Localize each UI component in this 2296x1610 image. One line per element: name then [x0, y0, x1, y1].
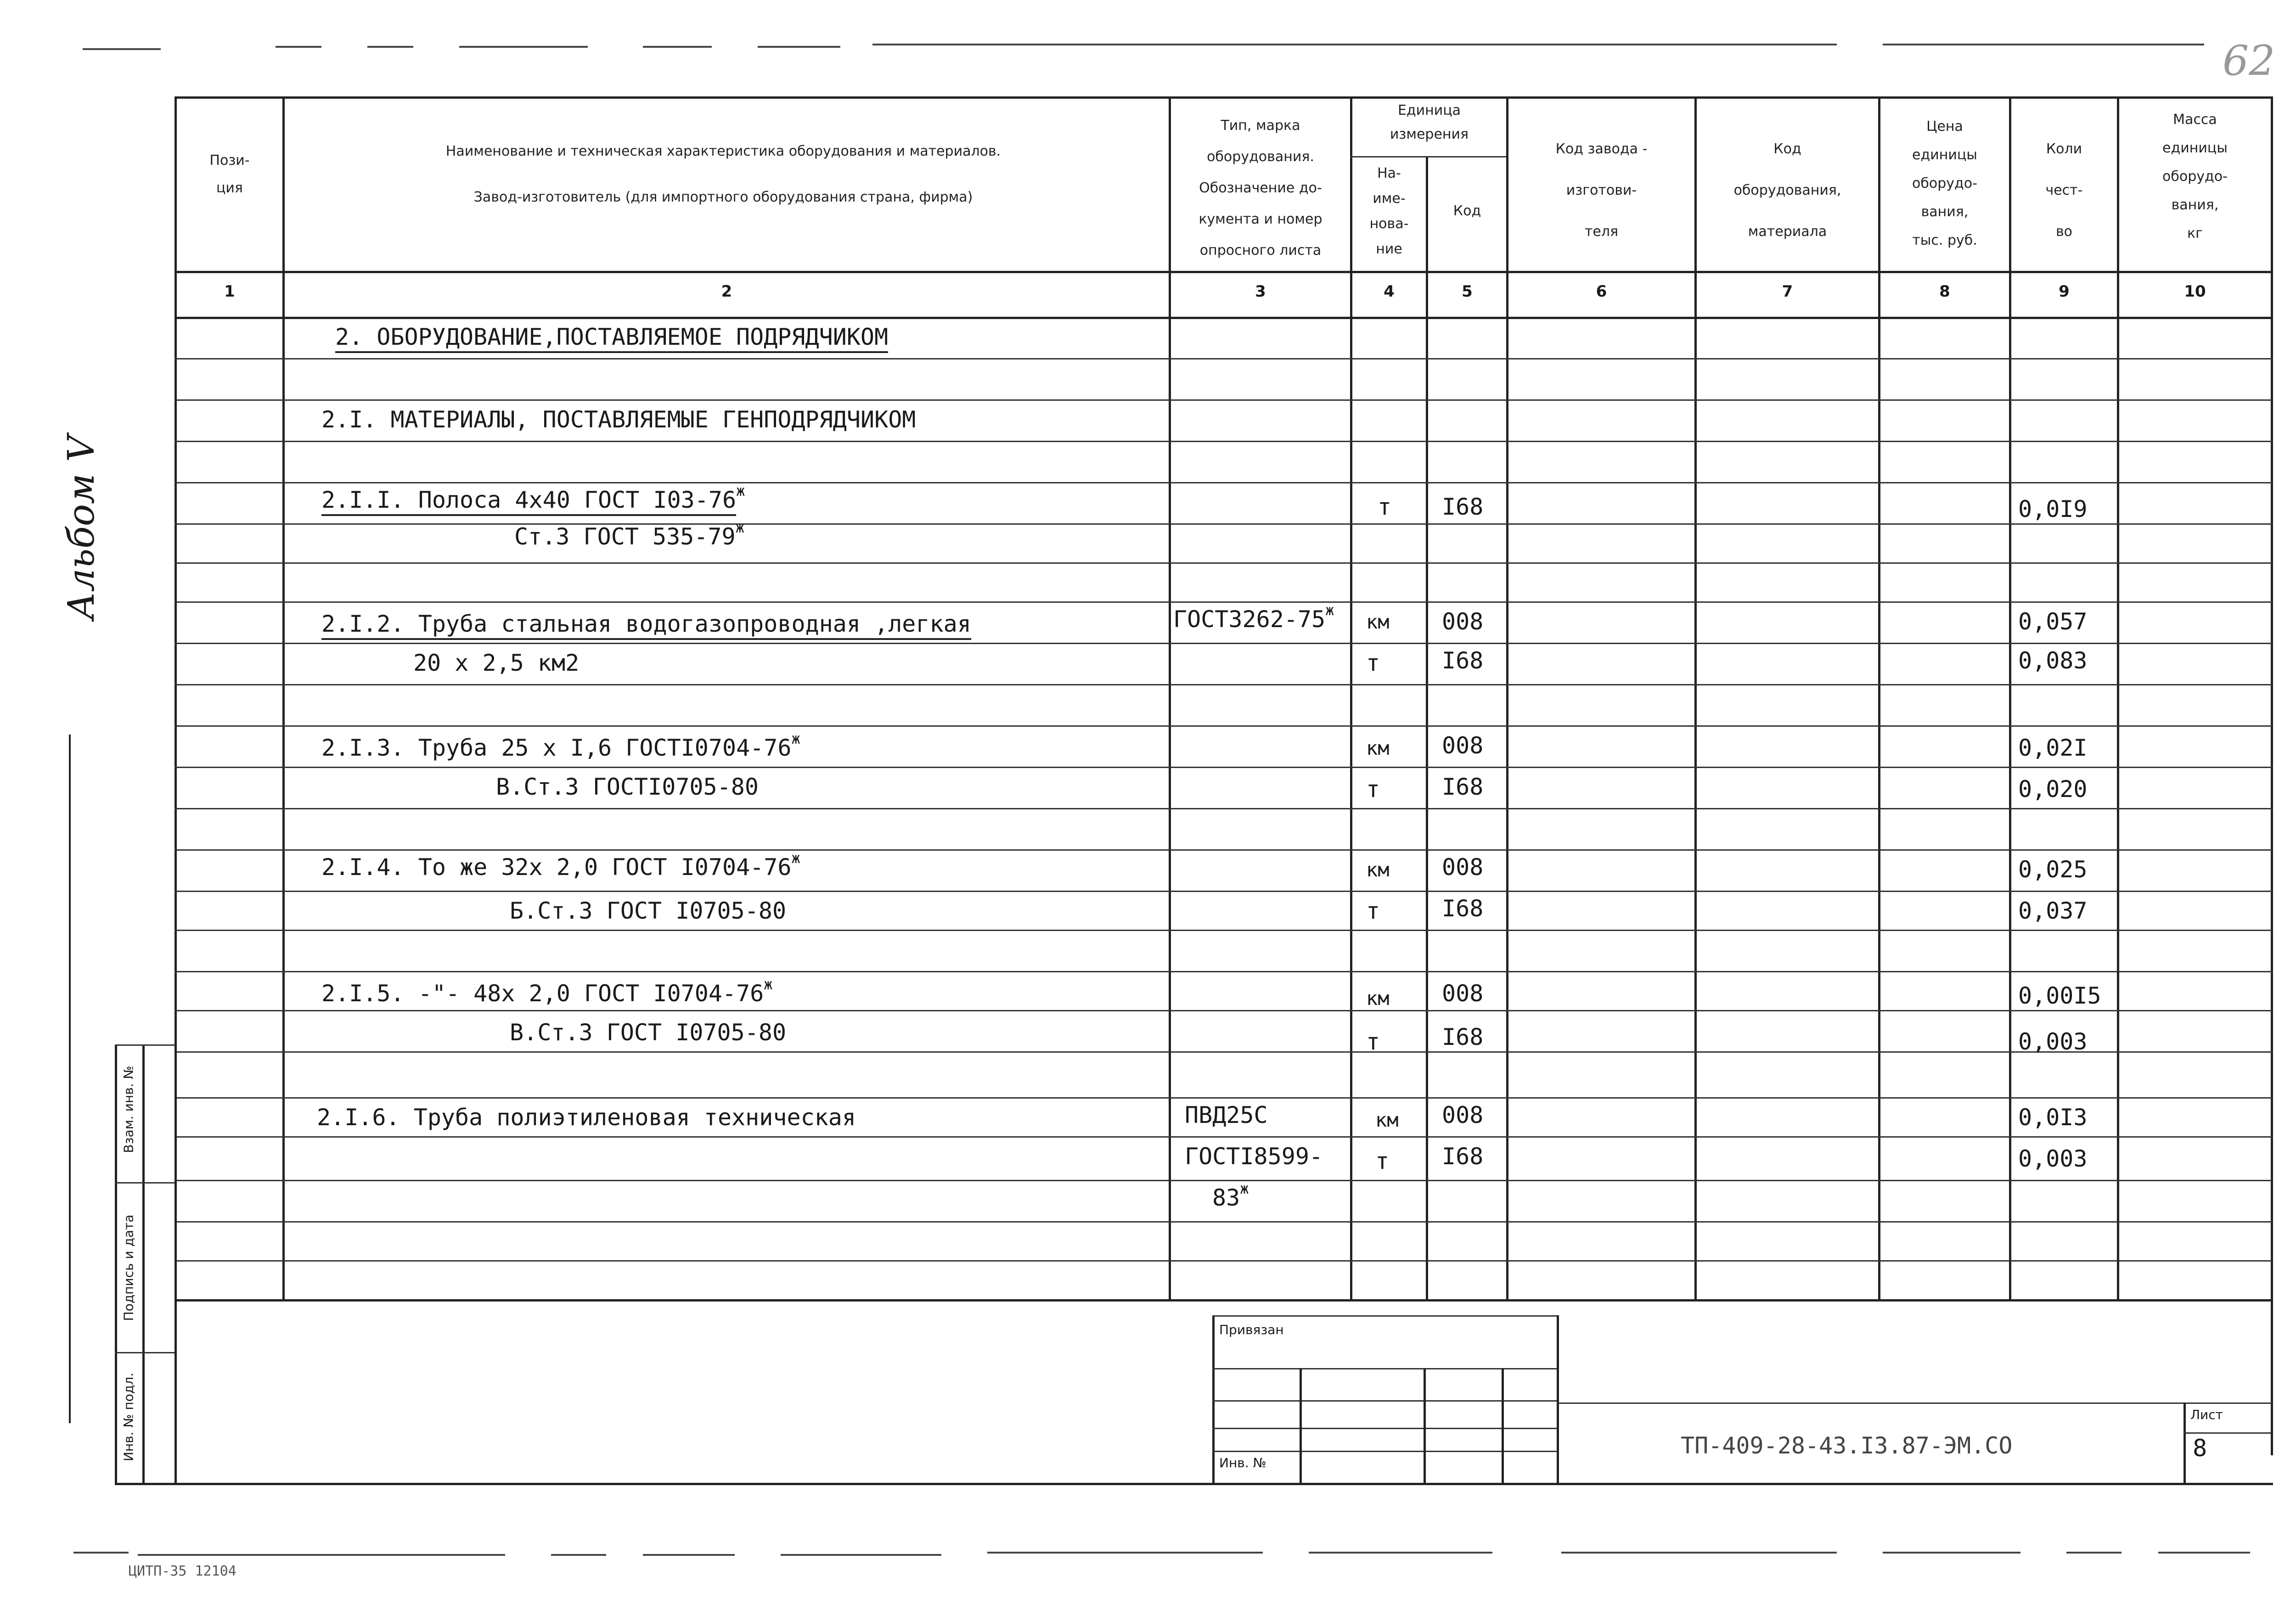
stamp-inv: Инв. №	[1219, 1455, 1266, 1470]
header-unit-code: Код	[1453, 203, 1481, 219]
col-number: 1	[224, 282, 235, 301]
doc-ref: $ГОСТ3262-75^ж$	[1173, 601, 1334, 633]
unit: т	[1366, 650, 1380, 676]
quantity: 0,0I3	[2018, 1104, 2088, 1131]
page-number: 62	[2223, 37, 2275, 85]
unit-code: 008	[1442, 608, 1484, 635]
stamp-privyazan: Привязан	[1219, 1322, 1284, 1337]
item-material: Б.Ст.3 ГОСТ I0705-80	[510, 898, 787, 924]
header-type: Тип, марка оборудования. Обозначение до- кумента и номер опросного листа	[1199, 118, 1322, 258]
col-number: 3	[1255, 282, 1266, 301]
item-name: 2.I.3. Труба 25 х I,6 $ГОСТI0704-76^ж$	[321, 730, 800, 761]
item-material: В.Ст.3 ГОСТI0705-80	[496, 774, 759, 800]
unit: км	[1375, 1109, 1399, 1131]
item-name: 2.I.4. То же 32х 2,0 ГОСТ $I0704-76^ж$	[321, 849, 800, 881]
unit-code: I68	[1442, 494, 1484, 520]
quantity: 0,083	[2018, 647, 2088, 674]
item-name: 2.I.5. -"- 48х 2,0 ГОСТ $I0704-76^ж$	[321, 976, 773, 1007]
quantity: 0,020	[2018, 776, 2088, 802]
col-number: 7	[1782, 282, 1793, 301]
col-number: 9	[2059, 282, 2070, 301]
side-label-vzam: Взам. инв. №	[121, 1066, 136, 1153]
doc-ref: ГОСТI8599-	[1185, 1143, 1323, 1170]
header-factory-code: Код завода - изготови- теля	[1555, 141, 1648, 240]
sheet-label: Лист	[2190, 1407, 2223, 1422]
quantity: 0,02I	[2018, 735, 2088, 761]
unit-code: I68	[1442, 647, 1484, 674]
quantity: 0,0I9	[2018, 496, 2088, 522]
item-name: 2.I.I. Полоса 4х40 ГОСТ $I03-76^ж$	[321, 487, 745, 513]
unit: т	[1375, 1148, 1390, 1174]
col-number: 2	[721, 282, 732, 301]
album-label: Альбом V	[60, 435, 102, 620]
unit-code: 008	[1442, 854, 1484, 881]
unit: км	[1366, 987, 1390, 1010]
header-unit-group: Единица измерения	[1390, 102, 1469, 142]
section-title: 2. ОБОРУДОВАНИЕ,ПОСТАВЛЯЕМОЕ ПОДРЯДЧИКОМ	[335, 324, 888, 350]
item-material: Ст.3 ГОСТ $535-79^ж$	[514, 519, 744, 550]
document-code: ТП-409-28-43.I3.87-ЭМ.СО	[1681, 1432, 2013, 1459]
unit-code: I68	[1442, 895, 1484, 922]
unit: км	[1366, 737, 1390, 759]
col-number: 8	[1939, 282, 1950, 301]
header-equipment-code: Код оборудования, материала	[1733, 141, 1841, 240]
unit-code: 008	[1442, 1102, 1484, 1128]
col-number: 4	[1384, 282, 1395, 301]
unit-code: 008	[1442, 980, 1484, 1007]
sheet-number: 8	[2193, 1435, 2207, 1462]
side-label-podpis: Подпись и дата	[121, 1214, 136, 1321]
quantity: 0,003	[2018, 1145, 2088, 1172]
unit-code: I68	[1442, 1143, 1484, 1170]
header-mass: Масса единицы оборудо- вания, кг	[2162, 112, 2228, 241]
unit: т	[1366, 1028, 1380, 1055]
unit-code: 008	[1442, 732, 1484, 759]
quantity: 0,025	[2018, 856, 2088, 883]
header-price: Цена единицы оборудо- вания, тыс. руб.	[1912, 118, 1977, 248]
col-number: 5	[1462, 282, 1473, 301]
header-name-line2: Завод-изготовитель (для импортного оборудования страна, фирма)	[473, 189, 973, 205]
quantity: 0,057	[2018, 608, 2088, 635]
item-name: 2.I.6. Труба полиэтиленовая техническая	[317, 1104, 856, 1131]
col-number: 6	[1596, 282, 1607, 301]
item-material: В.Ст.3 ГОСТ I0705-80	[510, 1019, 787, 1046]
col-number: 10	[2184, 282, 2206, 301]
unit: т	[1366, 898, 1380, 924]
item-name: 2.I.2. Труба стальная водогазопроводная ,легкая	[321, 611, 971, 637]
quantity: 0,003	[2018, 1028, 2088, 1055]
header-quantity: Коли чест- во	[2045, 141, 2083, 240]
unit: км	[1366, 858, 1390, 881]
unit: км	[1366, 611, 1390, 633]
doc-ref: $83^ж$	[1212, 1180, 1249, 1211]
section-title: 2.I. МАТЕРИАЛЫ, ПОСТАВЛЯЕМЫЕ ГЕНПОДРЯДЧИКОМ	[321, 406, 916, 433]
header-name-line1: Наименование и техническая характеристика оборудования и материалов.	[445, 143, 1001, 159]
unit-code: I68	[1442, 774, 1484, 800]
header-position: Пози- ция	[209, 152, 250, 196]
unit-code: I68	[1442, 1024, 1484, 1050]
side-label-inv-podl: Инв. № подл.	[121, 1372, 136, 1462]
unit: т	[1366, 776, 1380, 802]
header-unit-name: На- име- нова- ние	[1369, 165, 1409, 257]
item-size: 20 х 2,5 км2	[413, 650, 580, 676]
doc-ref: ПВД25С	[1185, 1102, 1268, 1128]
quantity: 0,037	[2018, 898, 2088, 924]
footer-code: ЦИТП-35 12104	[129, 1563, 236, 1579]
quantity: 0,00I5	[2018, 982, 2101, 1009]
unit: т	[1378, 494, 1392, 520]
